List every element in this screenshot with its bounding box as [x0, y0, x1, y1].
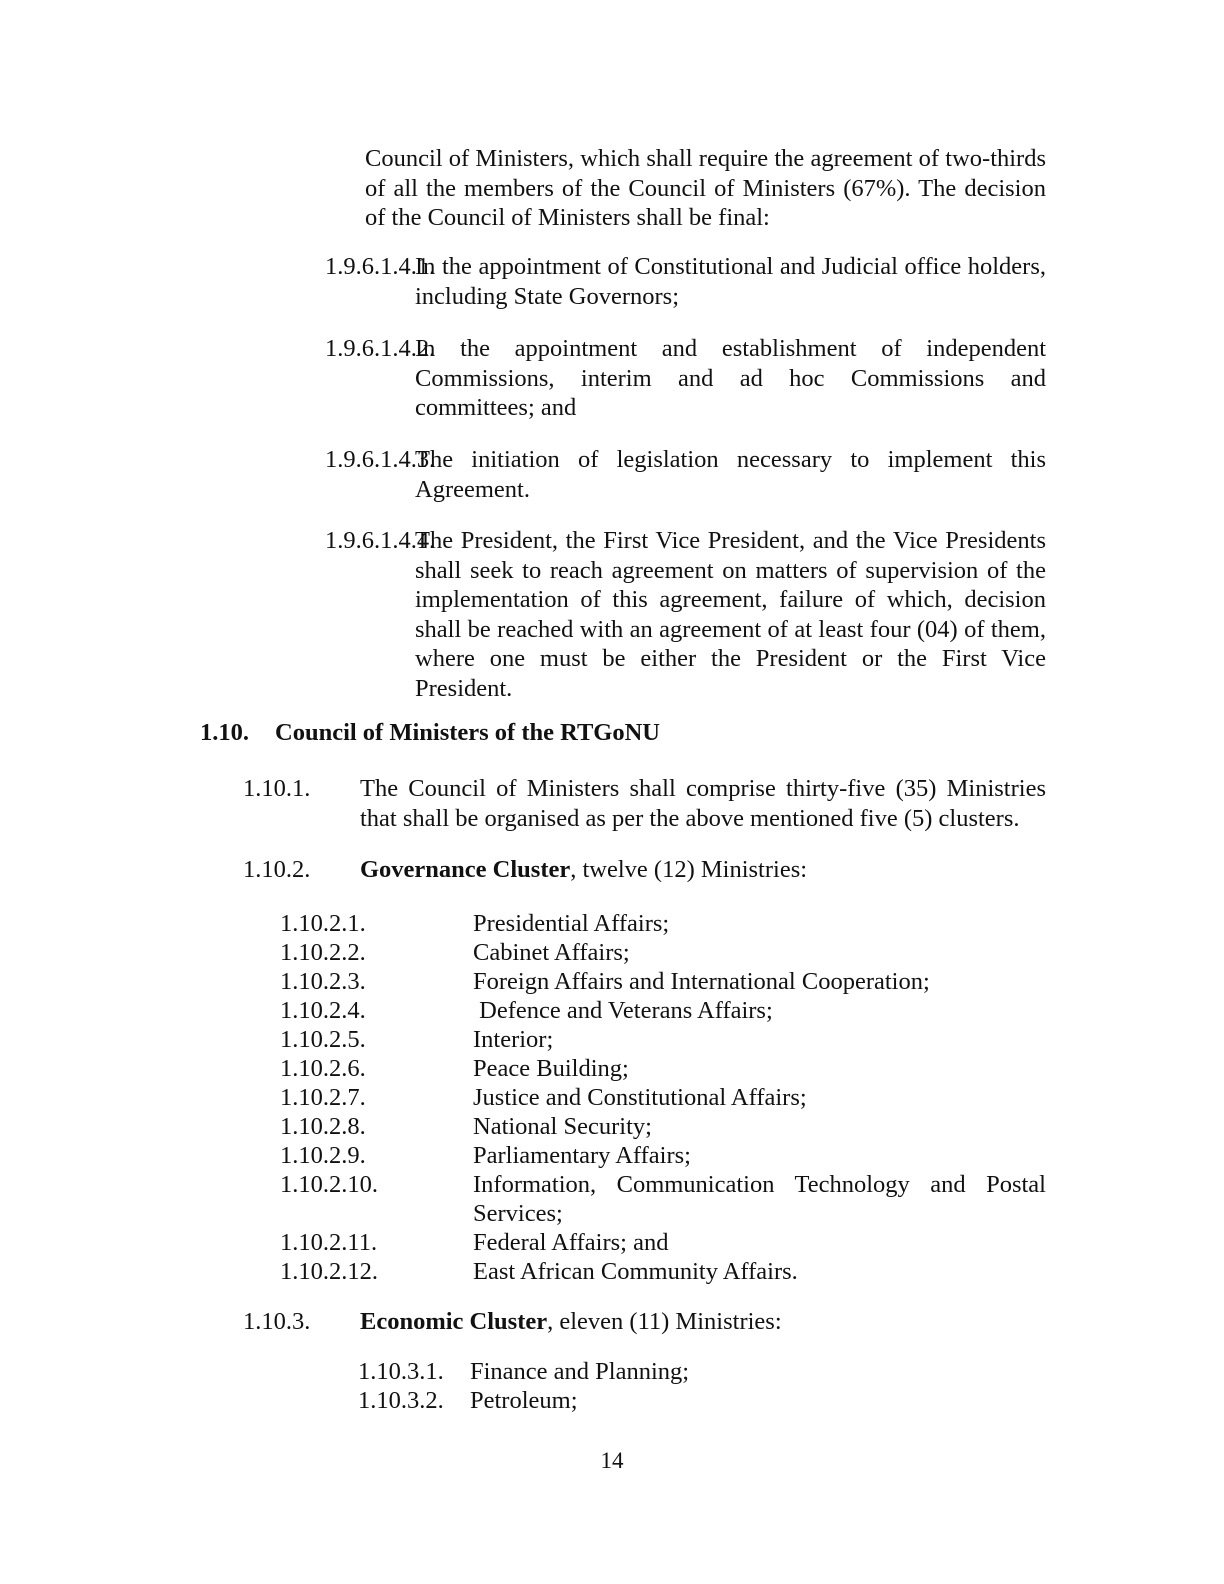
clause-text: The President, the First Vice President, and the Vice Presidents shall seek to reach agreement on matters of supervision of the implementation of this agreement, failure of which, decision shall be reached with an agreement of at least four (04) of them, where one must be either the President or the First Vice President.	[415, 527, 1046, 702]
ministry-item	[358, 1357, 1046, 1386]
clause-number: 1.10.3.	[243, 1308, 311, 1335]
clause-number: 1.9.6.1.4.3.	[325, 446, 436, 473]
ministry-item	[280, 1112, 1046, 1141]
clause-1-9-6-1-4-3	[325, 445, 1046, 504]
ministry-number: 1.10.2.5.	[280, 1026, 366, 1053]
ministry-number: 1.10.2.6.	[280, 1055, 366, 1082]
clause-1-9-6-1-4-2	[325, 334, 1046, 423]
ministry-name: Cabinet Affairs;	[473, 939, 630, 966]
ministry-number: 1.10.2.9.	[280, 1142, 366, 1169]
cluster-count: , eleven (11) Ministries:	[547, 1308, 782, 1335]
ministry-name: Interior;	[473, 1026, 554, 1053]
clause-text: The Council of Ministers shall comprise thirty-five (35) Ministries that shall be organised as per the above mentioned five (5) clusters.	[360, 775, 1046, 832]
section-number: 1.10.	[200, 719, 249, 746]
ministry-item	[280, 1228, 1046, 1257]
ministry-name: Parliamentary Affairs;	[473, 1142, 691, 1169]
ministry-name: East African Community Affairs.	[473, 1258, 798, 1285]
ministry-number: 1.10.2.8.	[280, 1113, 366, 1140]
clause-text: The initiation of legislation necessary to implement this Agreement.	[415, 446, 1046, 503]
clause-1-9-6-1-4-1	[325, 252, 1046, 311]
ministry-number: 1.10.3.2.	[358, 1387, 444, 1414]
ministry-item	[280, 996, 1046, 1025]
ministry-item	[280, 938, 1046, 967]
continued-paragraph: Council of Ministers, which shall require the agreement of two-thirds of all the members of the Council of Ministers (67%). The decision of the Council of Ministers shall be final:	[365, 145, 1046, 232]
clause-number: 1.9.6.1.4.2.	[325, 335, 436, 362]
ministry-number: 1.10.2.1.	[280, 910, 366, 937]
clause-number: 1.9.6.1.4.4.	[325, 527, 436, 554]
clause-number: 1.10.1.	[243, 775, 311, 802]
ministry-name: Finance and Planning;	[470, 1358, 690, 1385]
ministry-item	[280, 1257, 1046, 1286]
ministry-name: Justice and Constitutional Affairs;	[473, 1084, 807, 1111]
ministry-item	[280, 1083, 1046, 1112]
section-heading-1-10	[200, 718, 1046, 748]
ministry-number: 1.10.2.12.	[280, 1258, 378, 1285]
ministry-item	[280, 1054, 1046, 1083]
ministry-name: Federal Affairs; and	[473, 1229, 669, 1256]
ministry-number: 1.10.2.11.	[280, 1229, 378, 1256]
clause-1-10-2-governance-cluster	[243, 855, 1046, 885]
ministry-item	[358, 1386, 1046, 1415]
ministry-number: 1.10.2.10.	[280, 1171, 378, 1198]
ministry-name: Foreign Affairs and International Cooperation;	[473, 968, 930, 995]
section-title: Council of Ministers of the RTGoNU	[275, 719, 660, 746]
cluster-label	[360, 1307, 1046, 1337]
ministry-item	[280, 1141, 1046, 1170]
cluster-name: Economic Cluster	[360, 1308, 548, 1335]
page-number: 14	[600, 1448, 624, 1473]
ministry-name: Information, Communication Technology and Postal Services;	[473, 1171, 1046, 1228]
ministry-number: 1.10.3.1.	[358, 1358, 444, 1385]
ministry-name: Petroleum;	[470, 1387, 578, 1414]
clause-1-9-6-1-4-4	[325, 526, 1046, 704]
ministry-name: Peace Building;	[473, 1055, 629, 1082]
clause-1-10-1	[243, 774, 1046, 833]
ministry-item	[280, 1170, 1046, 1228]
ministry-item	[280, 909, 1046, 938]
cluster-count: , twelve (12) Ministries:	[570, 856, 808, 883]
ministry-name: Defence and Veterans Affairs;	[473, 997, 773, 1024]
cluster-name: Governance Cluster	[360, 856, 571, 883]
ministry-number: 1.10.2.7.	[280, 1084, 366, 1111]
ministry-number: 1.10.2.2.	[280, 939, 366, 966]
clause-number: 1.10.2.	[243, 856, 311, 883]
clause-number: 1.9.6.1.4.1.	[325, 253, 436, 280]
ministry-item	[280, 1025, 1046, 1054]
cluster-label	[360, 855, 1046, 885]
ministry-number: 1.10.2.4.	[280, 997, 366, 1024]
ministry-name: Presidential Affairs;	[473, 910, 670, 937]
clause-1-10-3-economic-cluster	[243, 1307, 1046, 1337]
ministry-name: National Security;	[473, 1113, 652, 1140]
ministry-item	[280, 967, 1046, 996]
clause-text: In the appointment of Constitutional and Judicial office holders, including State Governors;	[415, 253, 1046, 310]
ministry-number: 1.10.2.3.	[280, 968, 366, 995]
clause-text: In the appointment and establishment of independent Commissions, interim and ad hoc Commissions and committees; and	[415, 335, 1046, 422]
